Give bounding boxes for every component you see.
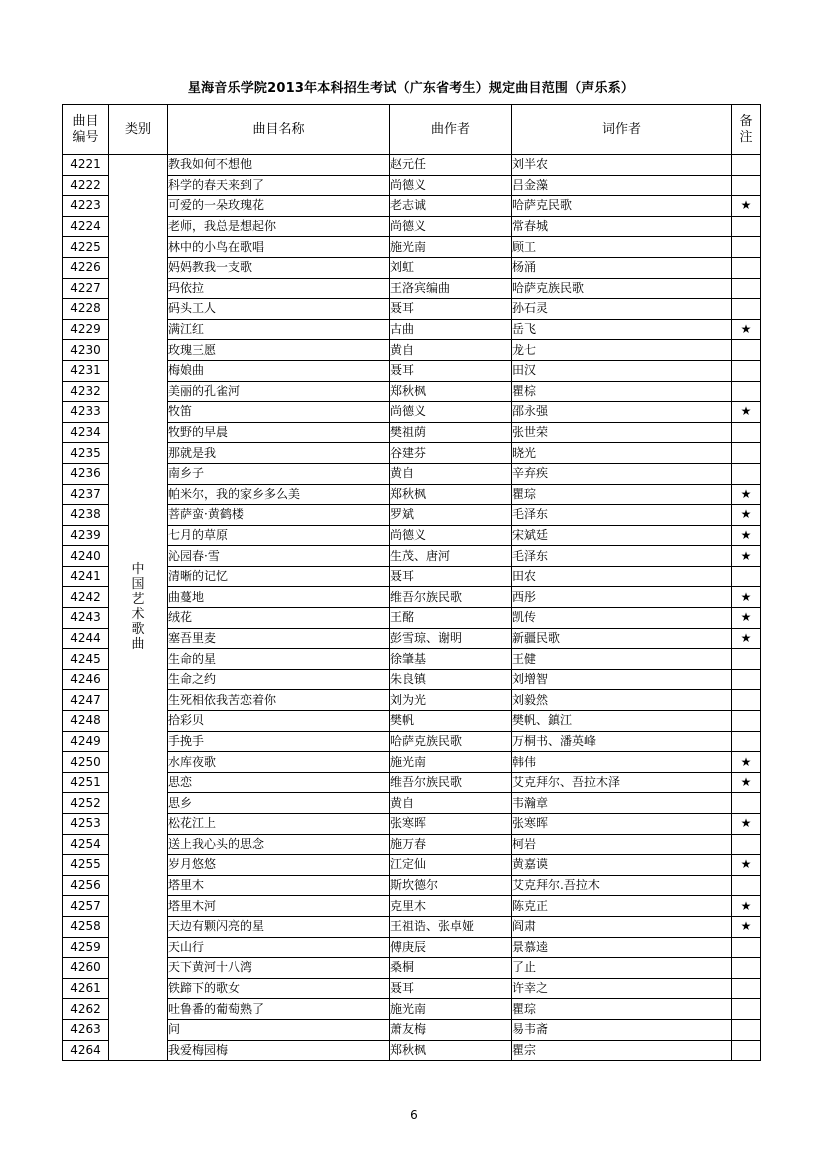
song-number: 4247 [63,690,109,711]
table-row [63,958,761,979]
table-row [63,319,761,340]
table-row [63,484,761,505]
song-number: 4223 [63,196,109,217]
composer: 施光南 [390,999,512,1020]
song-title: 天边有颗闪亮的星 [168,916,390,937]
composer: 郑秋枫 [390,484,512,505]
song-title: 铁蹄下的歌女 [168,978,390,999]
table-row [63,834,761,855]
song-number: 4230 [63,340,109,361]
lyricist: 岳飞 [512,319,732,340]
song-table [62,104,761,1061]
note-star [732,422,761,443]
song-number: 4258 [63,916,109,937]
song-title: 手挽手 [168,731,390,752]
song-title: 生死相依我苦恋着你 [168,690,390,711]
lyricist: 瞿琮 [512,999,732,1020]
note-star: ★ [732,896,761,917]
note-star: ★ [732,916,761,937]
song-title: 生命之约 [168,669,390,690]
composer: 聂耳 [390,566,512,587]
composer: 王洛宾编曲 [390,278,512,299]
table-row [63,772,761,793]
note-star [732,155,761,176]
composer: 古曲 [390,319,512,340]
song-number: 4249 [63,731,109,752]
song-number: 4244 [63,628,109,649]
note-star: ★ [732,525,761,546]
lyricist: 刘半农 [512,155,732,176]
table-row [63,566,761,587]
lyricist: 吕金藻 [512,175,732,196]
song-title: 吐鲁番的葡萄熟了 [168,999,390,1020]
composer: 郑秋枫 [390,1040,512,1061]
table-row [63,443,761,464]
song-number: 4250 [63,752,109,773]
song-number: 4261 [63,978,109,999]
song-title: 思乡 [168,793,390,814]
song-number: 4231 [63,360,109,381]
table-row [63,711,761,732]
song-title: 问 [168,1019,390,1040]
composer: 斯坎德尔 [390,875,512,896]
song-title: 送上我心头的思念 [168,834,390,855]
table-row [63,978,761,999]
composer: 克里木 [390,896,512,917]
song-number: 4252 [63,793,109,814]
composer: 彭雪琼、谢明 [390,628,512,649]
note-star: ★ [732,772,761,793]
note-star [732,216,761,237]
composer: 徐肇基 [390,649,512,670]
composer: 王祖诰、张卓娅 [390,916,512,937]
lyricist: 刘毅然 [512,690,732,711]
song-title: 清晰的记忆 [168,566,390,587]
note-star: ★ [732,608,761,629]
table-row [63,731,761,752]
composer: 施光南 [390,752,512,773]
song-number: 4264 [63,1040,109,1061]
table-row [63,916,761,937]
composer: 刘虹 [390,257,512,278]
header-category: 类别 [109,105,168,155]
note-star [732,711,761,732]
song-number: 4225 [63,237,109,258]
lyricist: 邵永强 [512,402,732,423]
note-star: ★ [732,196,761,217]
lyricist: 黄嘉谟 [512,855,732,876]
song-number: 4259 [63,937,109,958]
song-title: 教我如何不想他 [168,155,390,176]
table-row [63,1040,761,1061]
lyricist: 瞿宗 [512,1040,732,1061]
lyricist: 孙石灵 [512,299,732,320]
composer: 黄自 [390,463,512,484]
table-row [63,999,761,1020]
note-star [732,299,761,320]
note-star [732,463,761,484]
note-star: ★ [732,546,761,567]
table-row [63,505,761,526]
lyricist: 景慕逵 [512,937,732,958]
song-number: 4253 [63,814,109,835]
composer: 罗斌 [390,505,512,526]
song-title: 拾彩贝 [168,711,390,732]
lyricist: 常春城 [512,216,732,237]
composer: 维吾尔族民歌 [390,772,512,793]
lyricist: 辛弃疾 [512,463,732,484]
note-star [732,731,761,752]
table-row [63,669,761,690]
lyricist: 樊帆、鎮江 [512,711,732,732]
song-number: 4224 [63,216,109,237]
song-title: 帕米尔，我的家乡多么美 [168,484,390,505]
lyricist: 阎肃 [512,916,732,937]
lyricist: 柯岩 [512,834,732,855]
song-number: 4241 [63,566,109,587]
note-star [732,1019,761,1040]
composer: 尚德义 [390,216,512,237]
table-row [63,546,761,567]
song-number: 4238 [63,505,109,526]
song-title: 思恋 [168,772,390,793]
lyricist: 瞿棕 [512,381,732,402]
song-number: 4240 [63,546,109,567]
song-number: 4254 [63,834,109,855]
table-row [63,299,761,320]
song-number: 4235 [63,443,109,464]
table-row [63,1019,761,1040]
note-star [732,443,761,464]
composer: 老志诚 [390,196,512,217]
lyricist: 张世荣 [512,422,732,443]
lyricist: 万桐书、潘英峰 [512,731,732,752]
song-title: 玛依拉 [168,278,390,299]
song-number: 4226 [63,257,109,278]
song-title: 科学的春天来到了 [168,175,390,196]
song-number: 4251 [63,772,109,793]
song-number: 4221 [63,155,109,176]
header-note-label: 备注 [739,113,753,145]
composer: 谷建芬 [390,443,512,464]
note-star [732,257,761,278]
note-star: ★ [732,814,761,835]
composer: 黄自 [390,793,512,814]
table-body [63,155,761,1061]
song-title: 岁月悠悠 [168,855,390,876]
page-number: 6 [410,1108,418,1122]
composer: 维吾尔族民歌 [390,587,512,608]
lyricist: 杨涌 [512,257,732,278]
song-title: 水库夜歌 [168,752,390,773]
song-number: 4242 [63,587,109,608]
table-row [63,814,761,835]
song-title: 梅娘曲 [168,360,390,381]
note-star [732,1040,761,1061]
song-title: 林中的小鸟在歌唱 [168,237,390,258]
song-number: 4232 [63,381,109,402]
table-row [63,422,761,443]
song-title: 我爱梅园梅 [168,1040,390,1061]
lyricist: 田农 [512,566,732,587]
document-title: 星海音乐学院2013年本科招生考试（广东省考生）规定曲目范围（声乐系） [187,81,635,96]
lyricist: 张寒晖 [512,814,732,835]
composer: 赵元任 [390,155,512,176]
song-title: 塔里木 [168,875,390,896]
note-star [732,566,761,587]
table-row [63,875,761,896]
table-row [63,937,761,958]
lyricist: 易韦斋 [512,1019,732,1040]
composer: 傅庚辰 [390,937,512,958]
composer: 桑桐 [390,958,512,979]
song-title: 天下黄河十八湾 [168,958,390,979]
table-row [63,278,761,299]
lyricist: 许幸之 [512,978,732,999]
category-label: 中国艺术歌曲 [131,561,145,652]
song-number: 4239 [63,525,109,546]
note-star [732,669,761,690]
composer: 樊帆 [390,711,512,732]
table-row [63,793,761,814]
table-row [63,752,761,773]
header-number [63,105,109,155]
note-star: ★ [732,628,761,649]
note-star [732,237,761,258]
lyricist: 刘增智 [512,669,732,690]
category-cell [109,155,168,1061]
song-title: 天山行 [168,937,390,958]
song-number: 4237 [63,484,109,505]
lyricist: 瞿琮 [512,484,732,505]
table-row [63,155,761,176]
song-number: 4227 [63,278,109,299]
song-number: 4222 [63,175,109,196]
song-number: 4255 [63,855,109,876]
note-star: ★ [732,484,761,505]
song-number: 4233 [63,402,109,423]
table-header [63,105,761,155]
table-row [63,463,761,484]
table-row [63,216,761,237]
note-star [732,278,761,299]
song-number: 4263 [63,1019,109,1040]
header-composer: 曲作者 [390,105,512,155]
composer: 刘为光 [390,690,512,711]
lyricist: 哈萨克族民歌 [512,278,732,299]
composer: 尚德义 [390,402,512,423]
composer: 王酩 [390,608,512,629]
note-star [732,649,761,670]
lyricist: 王健 [512,649,732,670]
composer: 尚德义 [390,525,512,546]
note-star: ★ [732,855,761,876]
lyricist: 田汉 [512,360,732,381]
note-star [732,834,761,855]
lyricist: 新疆民歌 [512,628,732,649]
composer: 江定仙 [390,855,512,876]
lyricist: 西彤 [512,587,732,608]
table-row [63,628,761,649]
song-title: 沁园春·雪 [168,546,390,567]
header-lyricist: 词作者 [512,105,732,155]
note-star [732,340,761,361]
note-star: ★ [732,319,761,340]
composer: 郑秋枫 [390,381,512,402]
table-row [63,237,761,258]
note-star [732,978,761,999]
composer: 施万春 [390,834,512,855]
lyricist: 凯传 [512,608,732,629]
composer: 张寒晖 [390,814,512,835]
note-star [732,175,761,196]
composer: 生茂、唐河 [390,546,512,567]
song-number: 4236 [63,463,109,484]
composer: 施光南 [390,237,512,258]
song-title: 菩萨蛮·黄鹤楼 [168,505,390,526]
song-number: 4228 [63,299,109,320]
table-row [63,360,761,381]
song-title: 生命的星 [168,649,390,670]
note-star [732,360,761,381]
lyricist: 毛泽东 [512,546,732,567]
lyricist: 艾克拜尔、吾拉木泽 [512,772,732,793]
table-row [63,649,761,670]
lyricist: 顾工 [512,237,732,258]
composer: 尚德义 [390,175,512,196]
song-title: 绒花 [168,608,390,629]
song-title: 塔里木河 [168,896,390,917]
table-row [63,257,761,278]
lyricist: 毛泽东 [512,505,732,526]
note-star: ★ [732,752,761,773]
song-number: 4245 [63,649,109,670]
note-star: ★ [732,587,761,608]
note-star [732,875,761,896]
header-note [732,105,761,155]
lyricist: 了止 [512,958,732,979]
song-title: 松花江上 [168,814,390,835]
song-number: 4246 [63,669,109,690]
table-row [63,690,761,711]
lyricist: 龙七 [512,340,732,361]
note-star: ★ [732,402,761,423]
table-row [63,196,761,217]
song-number: 4257 [63,896,109,917]
song-title: 那就是我 [168,443,390,464]
header-number-label: 曲目编号 [72,113,99,145]
song-title: 老师，我总是想起你 [168,216,390,237]
song-number: 4229 [63,319,109,340]
table-row [63,896,761,917]
song-title: 牧笛 [168,402,390,423]
song-number: 4248 [63,711,109,732]
composer: 哈萨克族民歌 [390,731,512,752]
lyricist: 韩伟 [512,752,732,773]
lyricist: 宋斌廷 [512,525,732,546]
composer: 聂耳 [390,360,512,381]
lyricist: 韦瀚章 [512,793,732,814]
lyricist: 艾克拜尔.吾拉木 [512,875,732,896]
note-star [732,999,761,1020]
song-title: 满江红 [168,319,390,340]
note-star [732,381,761,402]
song-title: 玫瑰三愿 [168,340,390,361]
song-title: 妈妈教我一支歌 [168,257,390,278]
lyricist: 哈萨克民歌 [512,196,732,217]
song-title: 塞吾里麦 [168,628,390,649]
table-row [63,608,761,629]
table-row [63,525,761,546]
song-number: 4243 [63,608,109,629]
table-row [63,340,761,361]
lyricist: 晓光 [512,443,732,464]
song-title: 南乡子 [168,463,390,484]
note-star [732,793,761,814]
composer: 樊祖荫 [390,422,512,443]
header-song: 曲目名称 [168,105,390,155]
table-row [63,855,761,876]
song-number: 4256 [63,875,109,896]
table-row [63,402,761,423]
table-row [63,587,761,608]
note-star [732,690,761,711]
song-number: 4234 [63,422,109,443]
song-title: 美丽的孔雀河 [168,381,390,402]
table-row [63,175,761,196]
note-star [732,958,761,979]
composer: 黄自 [390,340,512,361]
song-title: 可爱的一朵玫瑰花 [168,196,390,217]
note-star [732,937,761,958]
song-number: 4262 [63,999,109,1020]
table-row [63,381,761,402]
composer: 聂耳 [390,299,512,320]
song-title: 码头工人 [168,299,390,320]
note-star: ★ [732,505,761,526]
song-number: 4260 [63,958,109,979]
song-title: 牧野的早晨 [168,422,390,443]
composer: 萧友梅 [390,1019,512,1040]
song-title: 七月的草原 [168,525,390,546]
composer: 朱良镇 [390,669,512,690]
song-title: 曲蔓地 [168,587,390,608]
lyricist: 陈克正 [512,896,732,917]
composer: 聂耳 [390,978,512,999]
